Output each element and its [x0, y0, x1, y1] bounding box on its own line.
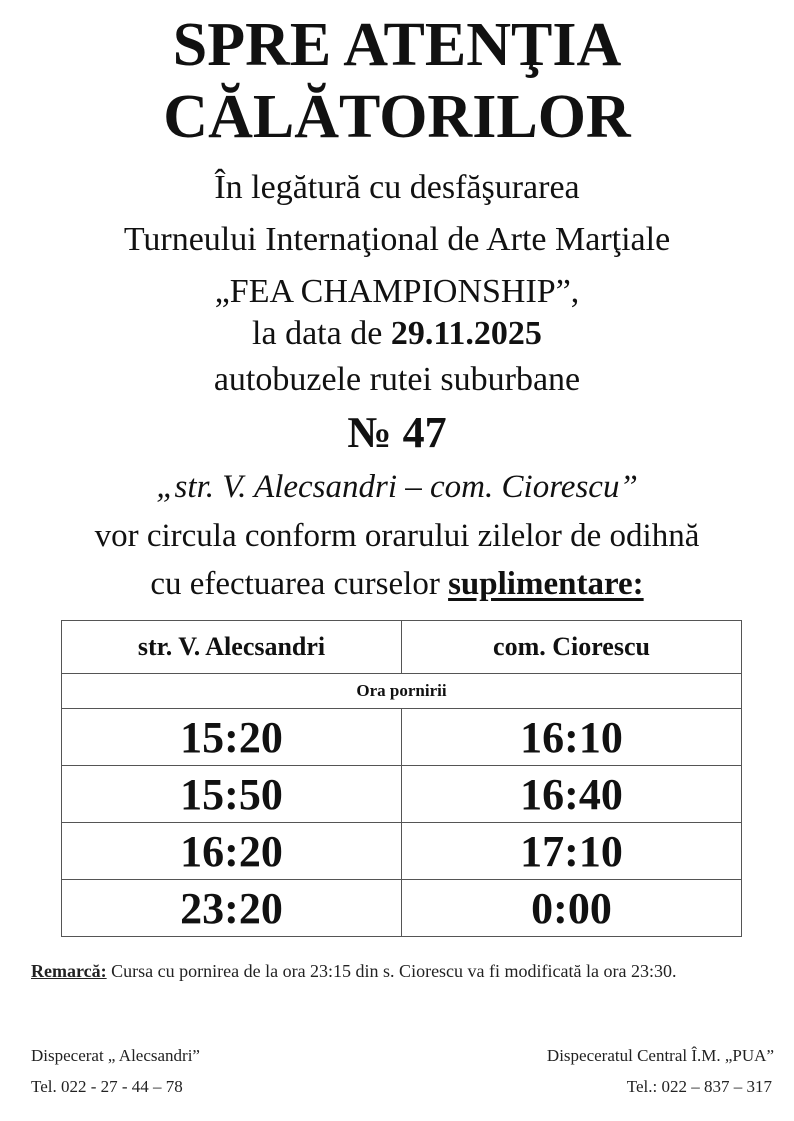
- departure-alecsandri: 23:20: [62, 880, 402, 937]
- schedule-header-row: [62, 621, 742, 674]
- departure-alecsandri: 16:20: [62, 823, 402, 880]
- event-date: 29.11.2025: [390, 315, 542, 352]
- column-header-alecsandri: str. V. Alecsandri: [62, 621, 402, 674]
- notice-title-line2: CĂLĂTORILOR: [163, 83, 631, 151]
- departure-alecsandri: 15:20: [62, 709, 402, 766]
- departure-ciorescu: 16:10: [402, 709, 742, 766]
- notice-line7: [0, 562, 794, 606]
- notice-title-line1: SPRE ATENŢIA: [172, 11, 622, 79]
- departure-ciorescu: 16:40: [402, 766, 742, 823]
- route-name: „str. V. Alecsandri – com. Ciorescu”: [156, 469, 638, 505]
- table-row: [62, 880, 742, 937]
- dispatcher-right-name: Dispeceratul Central Î.M. „PUA”: [546, 1046, 774, 1065]
- table-row: [62, 709, 742, 766]
- notice-line7-prefix: cu efectuarea curselor: [150, 566, 449, 602]
- table-row: [62, 823, 742, 880]
- route-number: № 47: [347, 408, 447, 457]
- intro-line1: În legătură cu desfăşurarea: [214, 169, 580, 206]
- departure-alecsandri: 15:50: [62, 766, 402, 823]
- departure-ciorescu: 0:00: [402, 880, 742, 937]
- intro-line2: Turneului Internaţional de Arte Marţiale: [123, 221, 671, 258]
- dispatcher-right-phone: Tel.: 022 – 837 – 317: [626, 1077, 772, 1096]
- remark-label: Remarcă:: [31, 961, 107, 981]
- schedule-table: [61, 620, 742, 937]
- departure-ciorescu: 17:10: [402, 823, 742, 880]
- schedule-subheader-row: [62, 674, 742, 709]
- event-name: „FEA CHAMPIONSHIP”,: [214, 273, 580, 310]
- dispatcher-left-phone: Tel. 022 - 27 - 44 – 78: [31, 1077, 183, 1096]
- notice-line7-emphasis: suplimentare:: [448, 566, 644, 602]
- event-date-prefix: la data de: [252, 315, 391, 352]
- column-header-ciorescu: com. Ciorescu: [402, 621, 742, 674]
- event-date-line: [0, 312, 794, 356]
- departure-time-label: Ora pornirii: [62, 674, 742, 709]
- table-row: [62, 766, 742, 823]
- dispatcher-left-name: Dispecerat „ Alecsandri”: [31, 1046, 200, 1065]
- remark: [31, 958, 776, 985]
- remark-text: Cursa cu pornirea de la ora 23:15 din s. Ciorescu va fi modificată la ora 23:30.: [106, 961, 677, 981]
- notice-line6: vor circula conform orarului zilelor de odihnă: [94, 518, 700, 554]
- intro-line5: autobuzele rutei suburbane: [213, 361, 581, 398]
